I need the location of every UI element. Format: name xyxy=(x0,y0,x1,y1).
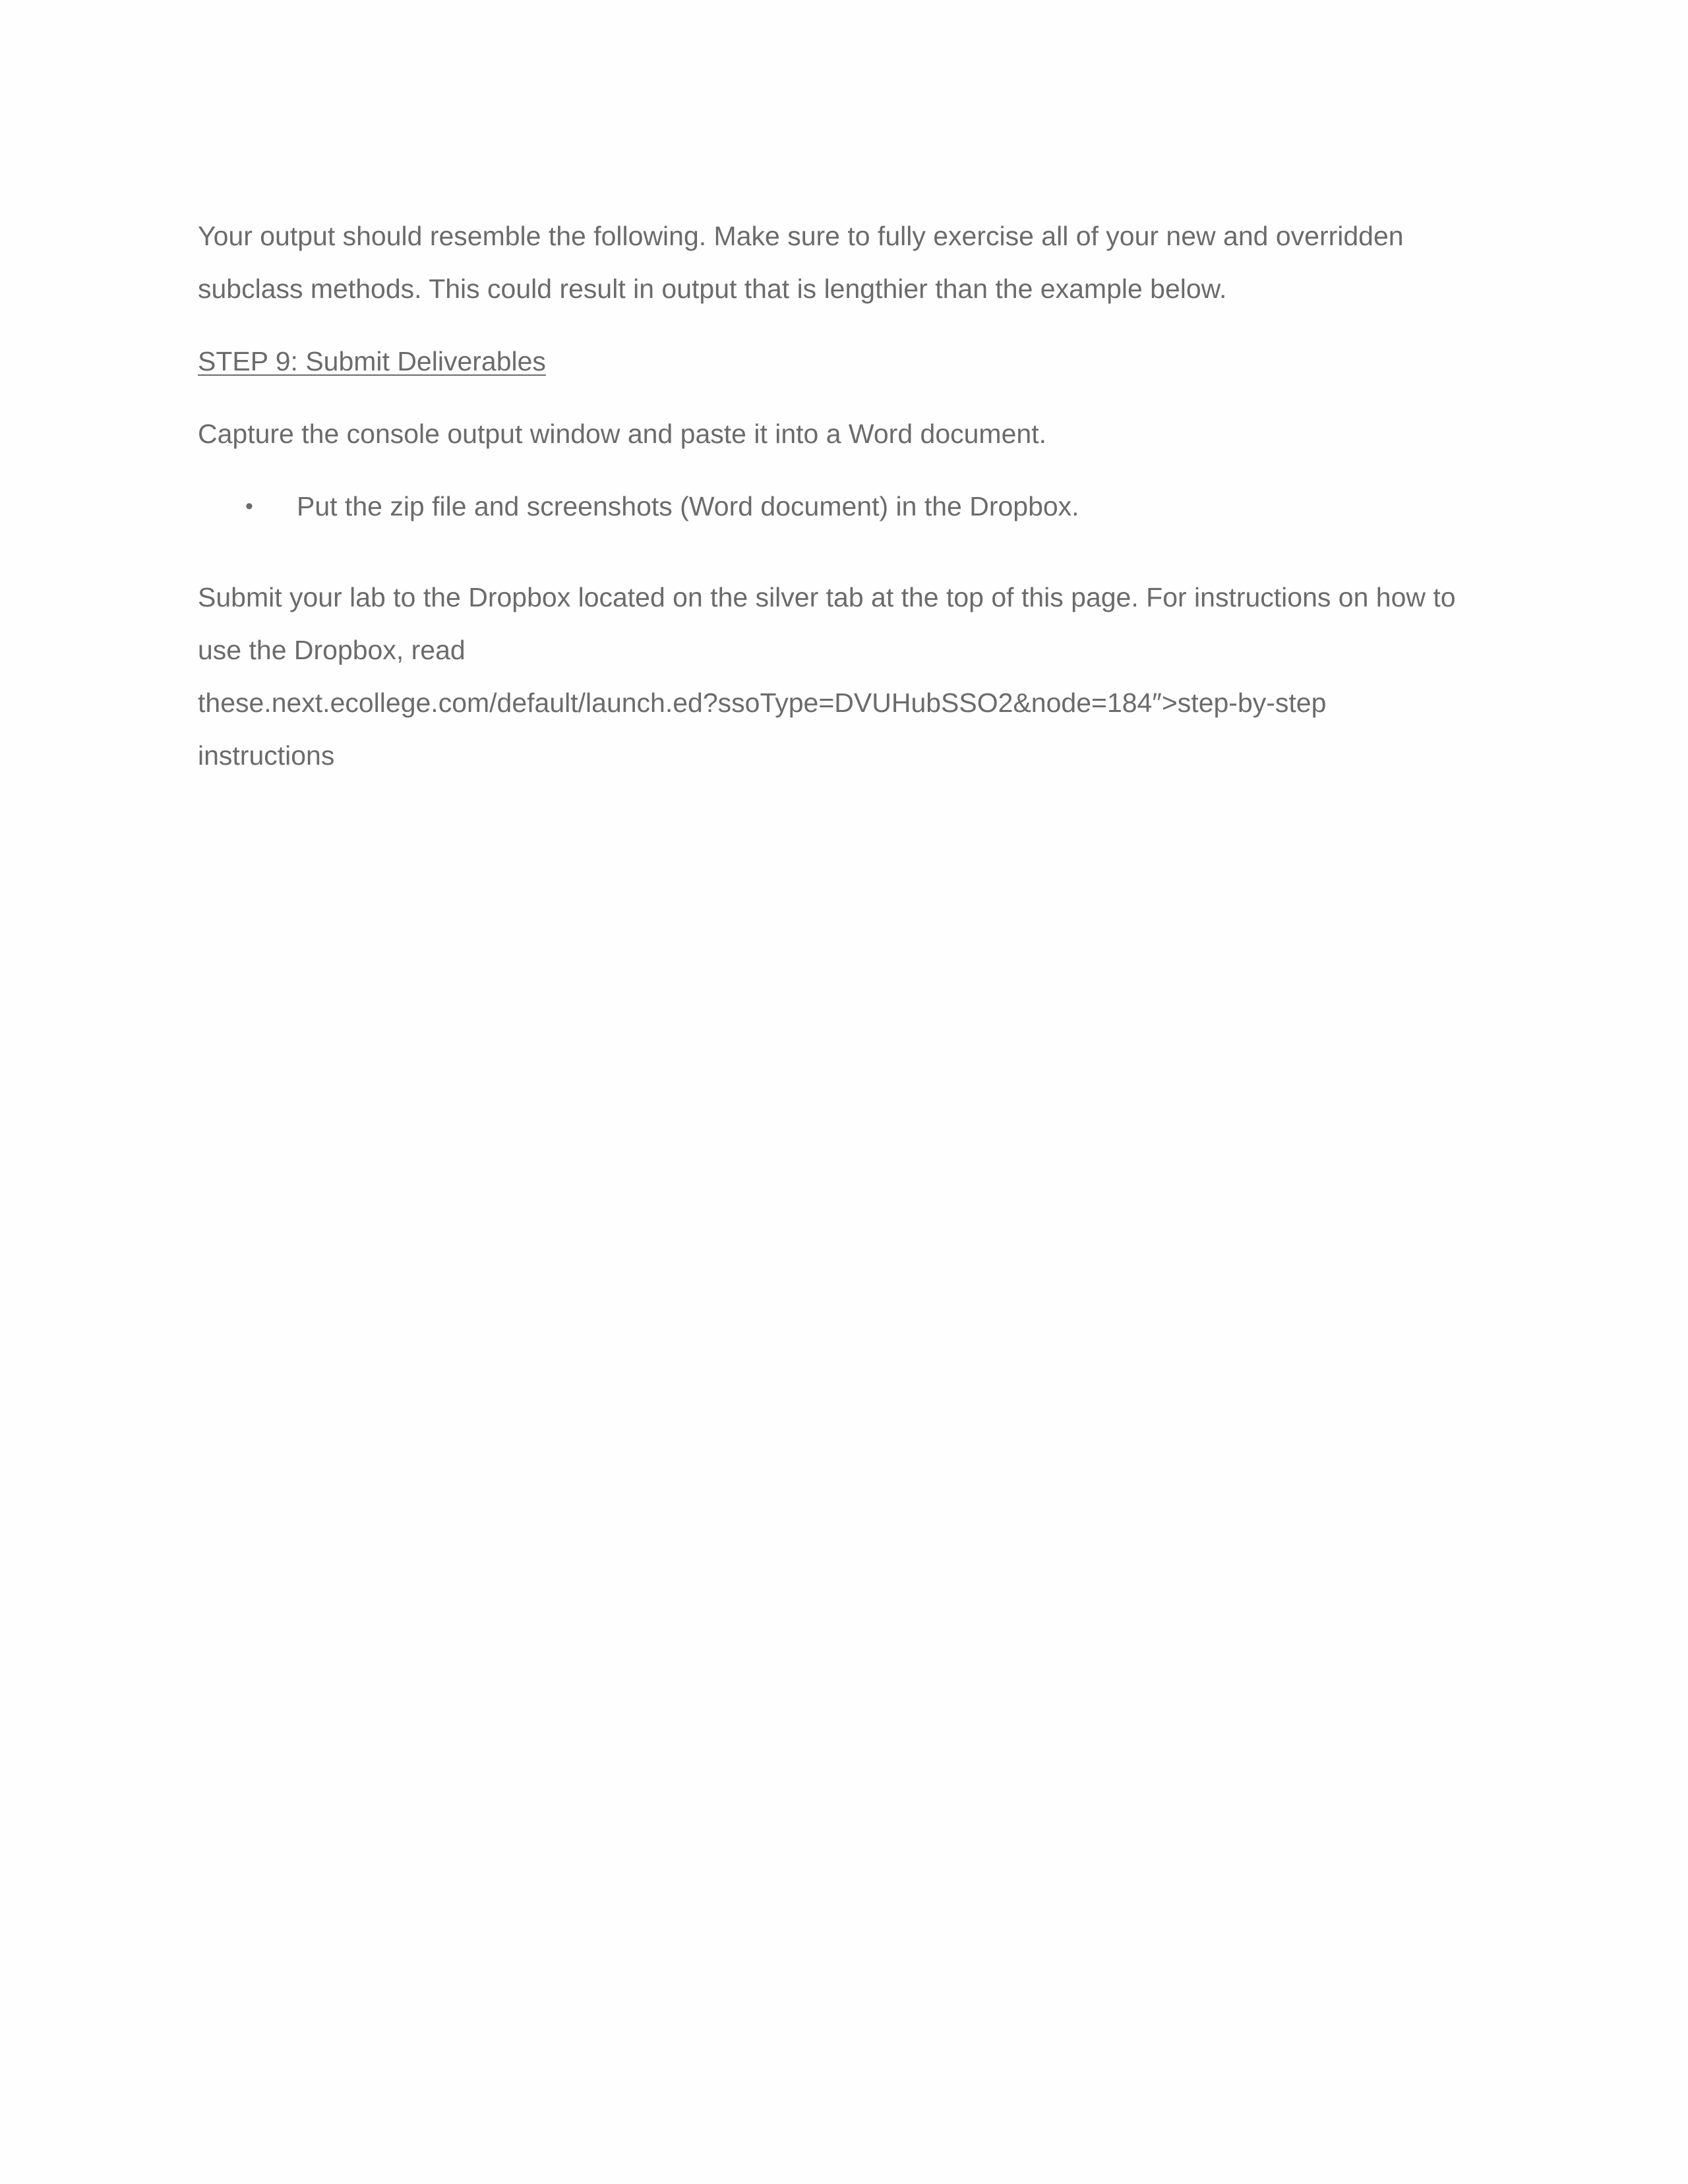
intro-line-2: subclass methods. This could result in output that is lengthier than the example below. xyxy=(198,274,1227,304)
bullet-list xyxy=(198,480,1490,533)
document-body xyxy=(198,210,1490,782)
submit-url-line: these.next.ecollege.com/default/launch.ed?ssoType=DVUHubSSO2&node=184″>step-by-step xyxy=(198,688,1327,718)
capture-paragraph: Capture the console output window and paste it into a Word document. xyxy=(198,419,1046,449)
bullet-item xyxy=(198,480,1490,533)
submit-line-2: use the Dropbox, read xyxy=(198,635,466,665)
step-heading: STEP 9: Submit Deliverables xyxy=(198,346,546,376)
submit-paragraph xyxy=(198,571,1490,782)
intro-paragraph xyxy=(198,210,1490,315)
bullet-text: Put the zip file and screenshots (Word document) in the Dropbox. xyxy=(297,491,1079,521)
bullet-dot-icon: • xyxy=(245,494,253,519)
submit-line-1: Submit your lab to the Dropbox located on the silver tab at the top of this page. For instructions on how to xyxy=(198,582,1456,612)
intro-line-1: Your output should resemble the following. Make sure to fully exercise all of your new and overridden xyxy=(198,221,1404,251)
submit-line-4: instructions xyxy=(198,740,335,771)
